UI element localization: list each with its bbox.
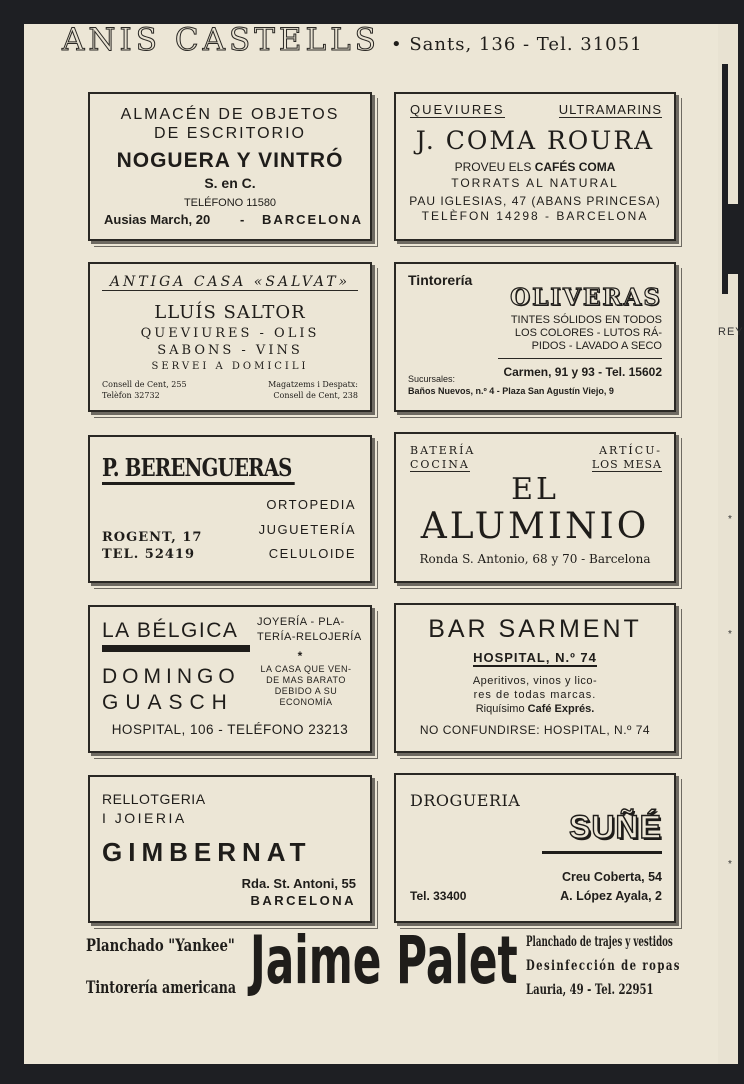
footer-address: Lauria, 49 - Tel. 22951	[526, 982, 654, 998]
ad-phone: Telèfon 32732	[102, 391, 160, 400]
ad-business-name: SUÑÉ	[569, 809, 662, 845]
ad-dash: -	[240, 212, 245, 227]
ad-line: JOYERÍA - PLA-	[257, 616, 345, 628]
ad-line: DE ESCRITORIO	[154, 125, 306, 142]
edge-star: *	[728, 629, 732, 640]
ad-lluis-saltor	[88, 262, 372, 412]
edge-block	[722, 204, 738, 274]
ad-el-aluminio	[394, 432, 676, 583]
edge-star: *	[728, 514, 732, 525]
ad-line-bold: CAFÉS COMA	[534, 160, 616, 174]
ad-line: QUEVIURES - OLIS	[140, 326, 320, 341]
ad-phone: Tel. 33400	[410, 889, 467, 903]
ad-line: Riquísimo	[475, 703, 525, 715]
ad-business-name: P. BERENGUERAS	[102, 453, 295, 485]
ad-bar-sarment	[394, 603, 676, 753]
footer-line: Tintorería americana	[86, 978, 237, 998]
ad-address: ROGENT, 17	[102, 530, 203, 545]
ad-line: PIDOS - LAVADO A SECO	[531, 340, 662, 352]
ad-city: BARCELONA	[250, 893, 356, 908]
ad-line: DEBIDO A SU	[274, 686, 338, 696]
ad-business-name-prefix: EL	[511, 472, 559, 507]
header-title: ANIS CASTELLS	[62, 22, 380, 58]
ad-line-bold: Café Exprés.	[527, 703, 595, 715]
ad-line: Tintorería	[408, 272, 473, 288]
ad-la-belgica	[88, 605, 372, 753]
divider-bar	[102, 645, 250, 652]
ad-address: Ausias March, 20	[104, 212, 211, 227]
ad-line: LOS MESA	[591, 458, 662, 471]
ad-phone: TELÈFON 14298 - BARCELONA	[421, 209, 649, 223]
ad-p-berengueras	[88, 435, 372, 583]
ad-line: ORTOPEDIA	[266, 497, 356, 512]
edge-text: REY	[718, 326, 744, 338]
ad-business-name: BAR SARMENT	[428, 615, 642, 643]
ad-business-name: LLUÍS SALTOR	[154, 302, 306, 323]
ad-owner-name: DOMINGO	[102, 665, 240, 688]
footer-line: Desinfección de ropas	[526, 958, 681, 974]
ad-line: LA CASA QUE VEN-	[260, 664, 352, 674]
ad-city: BARCELONA	[262, 212, 364, 227]
ad-business-name: J. COMA ROURA	[415, 126, 655, 155]
ad-line: JUGUETERÍA	[258, 522, 356, 537]
ad-business-name: OLIVERAS	[510, 284, 662, 311]
ad-line: DROGUERIA	[410, 791, 521, 810]
ad-business-name: ALUMINIO	[420, 506, 650, 547]
ad-address: Carmen, 91 y 93 - Tel. 15602	[503, 365, 662, 379]
ad-address: A. López Ayala, 2	[560, 889, 662, 903]
ad-line: TINTES SÓLIDOS EN TODOS	[510, 314, 662, 326]
ad-line: LOS COLORES - LUTOS RÁ-	[514, 327, 662, 339]
ad-business-name: NOGUERA Y VINTRÓ	[116, 149, 344, 172]
footer-line: Planchado "Yankee"	[86, 936, 235, 956]
ad-address: Ronda S. Antonio, 68 y 70 - Barcelona	[419, 552, 651, 566]
ad-line: RELLOTGERIA	[102, 791, 206, 807]
ad-line: SABONS - VINS	[157, 343, 303, 358]
next-page-edge	[718, 24, 744, 1064]
page-header	[62, 22, 682, 58]
ad-oliveras	[394, 262, 676, 412]
ad-line: ARTÍCU-	[599, 444, 662, 457]
edge-star: *	[728, 859, 732, 870]
ad-business-name: GIMBERNAT	[102, 837, 312, 867]
ad-coma-roura	[394, 92, 676, 241]
ad-address: Creu Coberta, 54	[561, 870, 662, 884]
footer-business-name: Jaime Palet	[250, 922, 518, 999]
ad-line: QUEVIURES	[410, 102, 505, 117]
ad-line: TERÍA-RELOJERÍA	[257, 631, 362, 643]
ad-line: TORRATS AL NATURAL	[451, 176, 619, 190]
ad-owner-name: GUASCH	[102, 691, 234, 714]
ad-line: CELULOIDE	[268, 546, 356, 561]
header-address: • Sants, 136 - Tel. 31051	[391, 34, 643, 55]
divider	[498, 358, 662, 359]
ad-address: PAU IGLESIAS, 47 (ABANS PRINCESA)	[409, 194, 661, 208]
ad-address: Baños Nuevos, n.º 4 - Plaza San Agustín Viejo, 9	[408, 386, 614, 396]
ad-line: res de todas marcas.	[473, 689, 597, 701]
ad-line: NO CONFUNDIRSE: HOSPITAL, N.º 74	[419, 723, 651, 737]
ad-phone: TEL. 52419	[102, 547, 196, 562]
ad-line: I JOIERIA	[102, 810, 187, 826]
footer-line: Planchado de trajes y vestidos	[526, 934, 673, 950]
ad-line: BATERÍA	[410, 444, 476, 457]
ad-line: COCINA	[410, 458, 470, 471]
ad-address: HOSPITAL, 106 - TELÉFONO 23213	[111, 722, 349, 737]
ad-line: ANTIGA CASA «SALVAT»	[102, 274, 358, 291]
star-ornament: *	[297, 649, 303, 663]
ad-address: HOSPITAL, N.º 74	[473, 650, 597, 665]
ad-line: ALMACÉN DE OBJETOS	[120, 106, 340, 123]
ad-line: S. en C.	[204, 175, 256, 191]
ad-line: Magatzems i Despatx:	[268, 380, 358, 389]
ad-line: Sucursales:	[408, 374, 456, 384]
ad-business-name: LA BÉLGICA	[102, 619, 239, 642]
divider-bar	[542, 851, 662, 854]
ad-address: Consell de Cent, 255	[102, 380, 187, 389]
ad-phone: TELÉFONO 11580	[183, 197, 277, 209]
footer-ad-jaime-palet	[62, 908, 682, 1008]
ad-noguera-vintro	[88, 92, 372, 241]
ad-line: ULTRAMARINS	[558, 102, 662, 117]
ad-line: ECONOMÍA	[279, 697, 333, 707]
ad-gimbernat	[88, 775, 372, 923]
ad-line: Aperitivos, vinos y lico-	[472, 675, 598, 687]
ad-line: SERVEI A DOMICILI	[151, 361, 309, 372]
ad-line: PROVEU ELS	[454, 160, 532, 174]
ad-line: DE MAS BARATO	[266, 675, 346, 685]
ad-sune	[394, 773, 676, 923]
ad-address: Rda. St. Antoni, 55	[241, 876, 356, 891]
ad-address: Consell de Cent, 238	[273, 391, 358, 400]
